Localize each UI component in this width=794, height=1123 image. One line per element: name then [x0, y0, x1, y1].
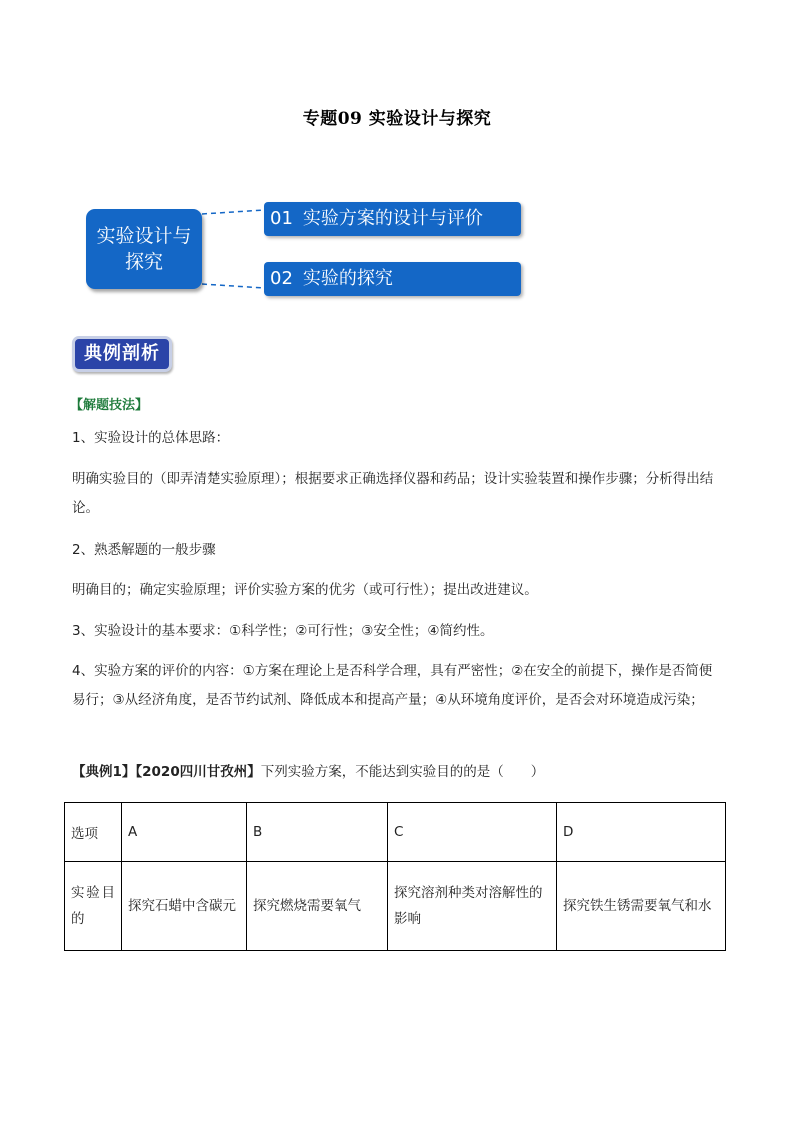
paragraph-3: 2、熟悉解题的一般步骤	[72, 542, 216, 558]
table-cell: B	[247, 803, 388, 862]
tips-label: 【解题技法】	[70, 398, 149, 413]
table-cell: D	[557, 803, 726, 862]
example-question	[72, 760, 544, 780]
page-title: 专题09 实验设计与探究	[302, 109, 492, 129]
mindmap-root-node	[86, 209, 202, 289]
table-cell: 探究溶剂种类对溶解性的影响	[388, 862, 557, 951]
table-row	[65, 803, 726, 862]
table-cell: 探究燃烧需要氧气	[247, 862, 388, 951]
table-cell: 选项	[65, 803, 122, 862]
mindmap-root-line1: 实验设计与	[96, 225, 192, 247]
table-cell: C	[388, 803, 557, 862]
mindmap-branch-2-label: 实验的探究	[302, 268, 393, 289]
mindmap-branch-2-number: 02	[270, 268, 293, 289]
table-row	[65, 862, 726, 951]
table-cell: 实验目的	[65, 862, 122, 951]
mindmap-branch-1	[264, 202, 521, 236]
paragraph-2: 明确实验目的（即弄清楚实验原理）；根据要求正确选择仪器和药品；设计实验装置和操作步骤；分析得出结论。	[72, 471, 714, 516]
table-cell: A	[122, 803, 247, 862]
table-cell: 探究铁生锈需要氧气和水	[557, 862, 726, 951]
paragraph-4: 明确目的；确定实验原理；评价实验方案的优劣（或可行性）；提出改进建议。	[72, 582, 538, 598]
mindmap-root-line2: 探究	[124, 251, 163, 273]
paragraph-5: 3、实验设计的基本要求：①科学性；②可行性；③安全性；④简约性。	[72, 623, 494, 639]
example-tag: 【典例1】【2020四川甘孜州】	[72, 764, 261, 780]
mindmap-branch-2	[264, 262, 521, 296]
options-table	[64, 802, 726, 951]
paragraph-1: 1、实验设计的总体思路：	[72, 430, 230, 446]
paragraph-6: 4、实验方案的评价的内容：①方案在理论上是否科学合理，具有严密性；②在安全的前提下，操作是否简便易行；③从经济角度，是否节约试剂、降低成本和提高产量；④从环境角度评价，是否会对环境造成污染；	[72, 663, 713, 708]
mindmap-branch-1-label: 实验方案的设计与评价	[302, 208, 483, 229]
mindmap-branch-1-number: 01	[270, 208, 293, 229]
table-cell: 探究石蜡中含碳元	[122, 862, 247, 951]
example-question-text: 下列实验方案，不能达到实验目的的是（ ）	[260, 764, 545, 780]
section-badge: 典例剖析	[72, 336, 172, 372]
